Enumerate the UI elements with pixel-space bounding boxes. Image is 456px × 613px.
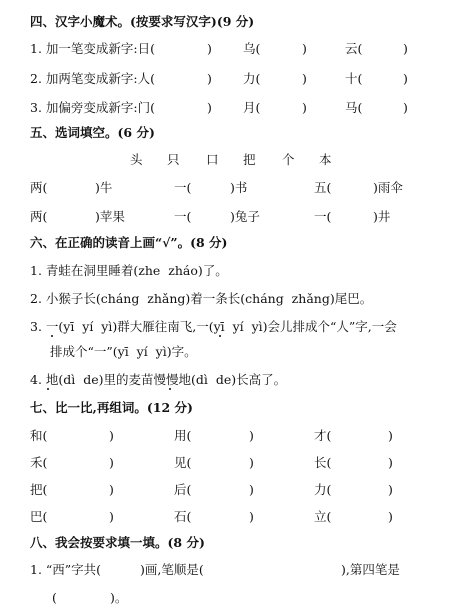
fill-pre: 一( bbox=[174, 209, 192, 224]
close-paren: ) bbox=[302, 41, 307, 56]
char-cell: 十( bbox=[345, 71, 363, 86]
char-cell: 云( bbox=[345, 41, 363, 56]
question-8-1-line2 bbox=[0, 589, 456, 607]
word-bank-item: 把 bbox=[243, 152, 256, 167]
fill-pre: 两( bbox=[30, 209, 48, 224]
compare-char: 和( bbox=[30, 428, 48, 443]
close-paren: ) bbox=[388, 428, 393, 443]
close-paren: ) bbox=[388, 482, 393, 497]
word-bank-item: 口 bbox=[206, 152, 219, 167]
fill-post: )井 bbox=[373, 209, 391, 224]
word-bank-item: 头 bbox=[130, 152, 143, 167]
fill-post: )书 bbox=[230, 180, 248, 195]
compare-row-2 bbox=[0, 454, 456, 472]
close-paren: ) bbox=[388, 455, 393, 470]
section5-heading: 五、选词填空。(6 分) bbox=[30, 125, 155, 140]
close-paren: ) bbox=[403, 41, 408, 56]
compare-row-4 bbox=[0, 508, 456, 526]
close-paren: ) bbox=[207, 100, 212, 115]
close-paren: ) bbox=[109, 509, 114, 524]
close-paren: ) bbox=[249, 428, 254, 443]
compare-row-3 bbox=[0, 481, 456, 499]
close-paren: ) bbox=[403, 71, 408, 86]
compare-row-1 bbox=[0, 427, 456, 445]
compare-char: 长( bbox=[314, 455, 332, 470]
close-paren: ) bbox=[249, 482, 254, 497]
section4-row-3 bbox=[0, 99, 456, 117]
compare-char: 立( bbox=[314, 509, 332, 524]
compare-char: 石( bbox=[174, 509, 192, 524]
word-bank bbox=[0, 151, 456, 169]
emphasis-dot bbox=[47, 388, 49, 390]
close-paren: ) bbox=[109, 428, 114, 443]
char-cell: 月( bbox=[243, 100, 261, 115]
word-bank-item: 只 bbox=[167, 152, 180, 167]
row-prompt: 3. 加偏旁变成新字:门( bbox=[30, 100, 155, 115]
word-bank-item: 本 bbox=[319, 152, 332, 167]
fill-row-2 bbox=[0, 208, 456, 226]
question-6-3-line2: 排成个“一”(yī yí yì)字。 bbox=[50, 344, 197, 359]
question-6-3-line1: 3. 一(yī yí yì)群大雁往南飞,一(yī yí yì)会儿排成个“人”字,一会 bbox=[30, 319, 397, 334]
compare-char: 禾( bbox=[30, 455, 48, 470]
close-paren: ) bbox=[249, 509, 254, 524]
fill-pre: 一( bbox=[314, 209, 332, 224]
row-prompt: 2. 加两笔变成新字:人( bbox=[30, 71, 155, 86]
char-cell: 乌( bbox=[243, 41, 261, 56]
close-paren: ) bbox=[249, 455, 254, 470]
close-paren: ) bbox=[207, 71, 212, 86]
compare-char: 见( bbox=[174, 455, 192, 470]
q8-part: )。 bbox=[110, 590, 128, 605]
fill-pre: 一( bbox=[174, 180, 192, 195]
close-paren: ) bbox=[207, 41, 212, 56]
row-prompt: 1. 加一笔变成新字:日( bbox=[30, 41, 155, 56]
char-cell: 马( bbox=[345, 100, 363, 115]
q8-part: ),第四笔是 bbox=[341, 562, 400, 577]
q8-part: 1. “西”字共( bbox=[30, 562, 102, 577]
close-paren: ) bbox=[302, 71, 307, 86]
fill-post: )兔子 bbox=[230, 209, 260, 224]
compare-char: 力( bbox=[314, 482, 332, 497]
fill-post: )雨伞 bbox=[373, 180, 403, 195]
char-cell: 力( bbox=[243, 71, 261, 86]
close-paren: ) bbox=[388, 509, 393, 524]
close-paren: ) bbox=[109, 482, 114, 497]
fill-row-1 bbox=[0, 179, 456, 197]
question-8-1-line1 bbox=[0, 561, 456, 579]
word-bank-item: 个 bbox=[282, 152, 295, 167]
compare-char: 后( bbox=[174, 482, 192, 497]
fill-post: )牛 bbox=[95, 180, 113, 195]
close-paren: ) bbox=[403, 100, 408, 115]
emphasis-dot bbox=[51, 335, 53, 337]
question-6-2: 2. 小猴子长(cháng zhǎng)着一条长(cháng zhǎng)尾巴。 bbox=[30, 291, 373, 306]
emphasis-dot bbox=[169, 388, 171, 390]
section4-heading: 四、汉字小魔术。(按要求写汉字)(9 分) bbox=[30, 14, 255, 29]
compare-char: 才( bbox=[314, 428, 332, 443]
close-paren: ) bbox=[109, 455, 114, 470]
compare-char: 用( bbox=[174, 428, 192, 443]
section8-heading: 八、我会按要求填一填。(8 分) bbox=[30, 535, 205, 550]
section6-heading: 六、在正确的读音上画“√”。(8 分) bbox=[30, 235, 228, 250]
fill-post: )苹果 bbox=[95, 209, 125, 224]
section4-row-1 bbox=[0, 40, 456, 58]
compare-char: 巴( bbox=[30, 509, 48, 524]
fill-pre: 五( bbox=[314, 180, 332, 195]
emphasis-dot bbox=[219, 335, 221, 337]
compare-char: 把( bbox=[30, 482, 48, 497]
q8-part: ( bbox=[52, 590, 57, 605]
fill-pre: 两( bbox=[30, 180, 48, 195]
close-paren: ) bbox=[302, 100, 307, 115]
section7-heading: 七、比一比,再组词。(12 分) bbox=[30, 400, 193, 415]
question-6-1: 1. 青蛙在洞里睡着(zhe zháo)了。 bbox=[30, 263, 228, 278]
q8-part: )画,笔顺是( bbox=[140, 562, 204, 577]
section4-row-2 bbox=[0, 70, 456, 88]
question-6-4: 4. 地(dì de)里的麦苗慢慢地(dì de)长高了。 bbox=[30, 372, 287, 387]
